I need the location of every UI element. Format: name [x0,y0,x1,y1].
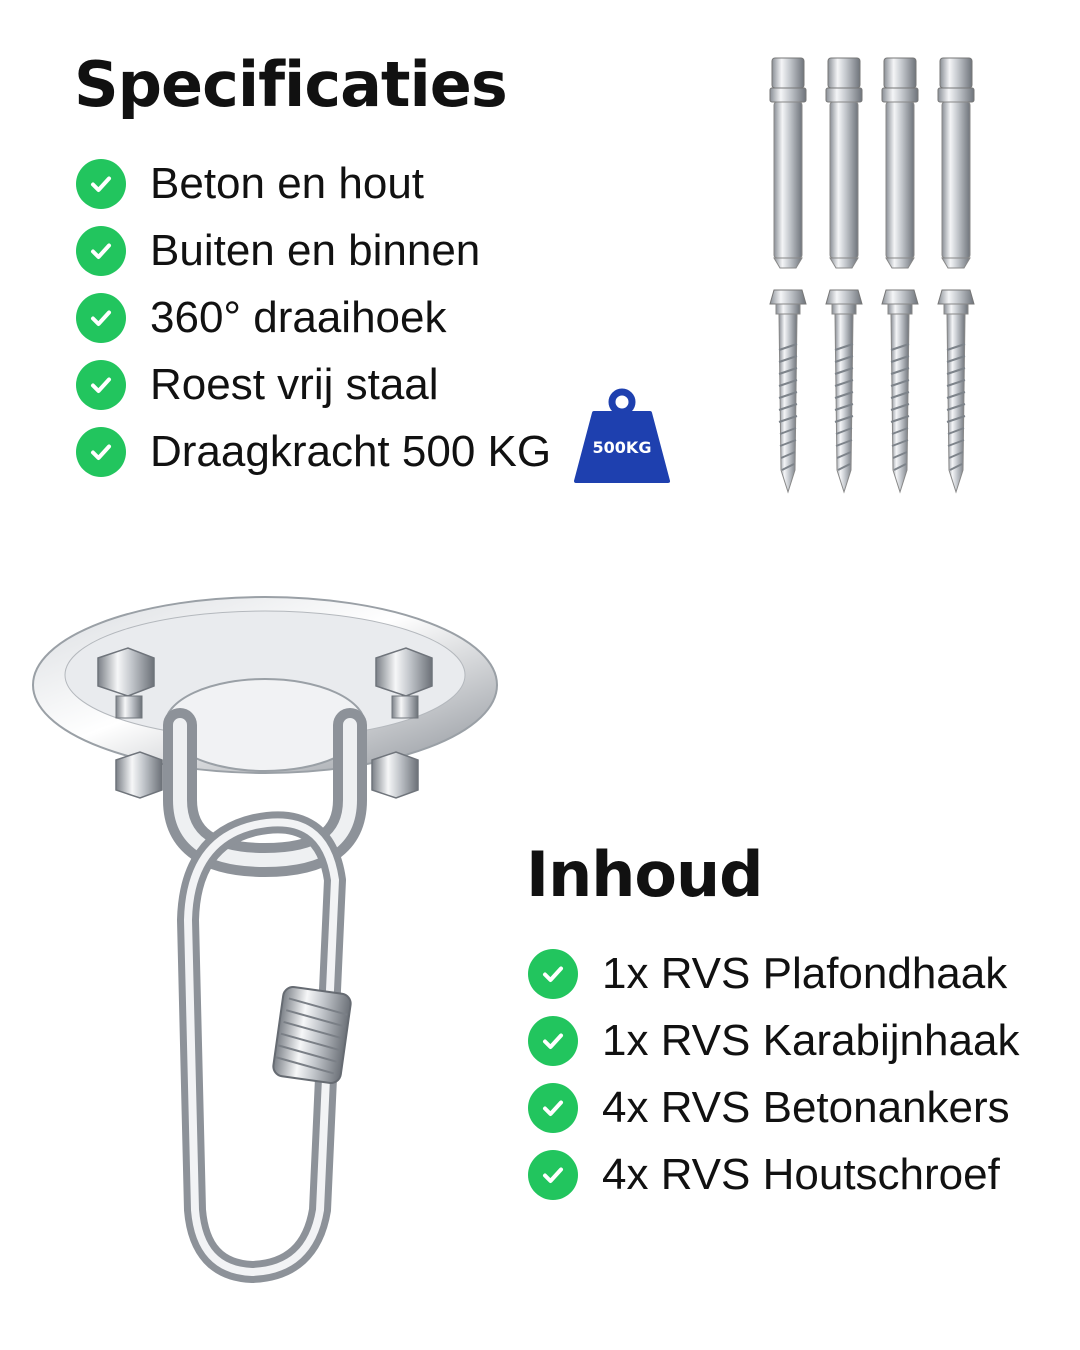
weight-icon [572,385,672,485]
wood-screw [770,290,806,492]
item-label: 4x RVS Houtschroef [602,1149,1000,1199]
check-circle-icon [76,293,126,343]
check-circle-icon [528,1083,578,1133]
check-circle-icon [76,427,126,477]
check-circle-icon [528,1016,578,1066]
item-label: 1x RVS Plafondhaak [602,948,1008,998]
list-item [528,1074,1019,1141]
inhoud-title: Inhoud [526,838,763,911]
wood-screw [882,290,918,492]
weight-badge-label: 500KG [592,438,652,457]
check-circle-icon [528,1150,578,1200]
list-item [76,217,551,284]
list-item [76,351,551,418]
inhoud-list [528,940,1019,1208]
item-label: Roest vrij staal [150,359,439,409]
check-circle-icon [76,360,126,410]
specificaties-title: Specificaties [74,48,507,121]
ceiling-hook-image [20,590,510,1290]
check-circle-icon [76,226,126,276]
list-item [528,1007,1019,1074]
check-circle-icon [528,949,578,999]
wood-screw [826,290,862,492]
item-label: Draagkracht 500 KG [150,426,552,476]
list-item [76,284,551,351]
hex-nut [372,752,418,798]
list-item [528,1141,1019,1208]
screw-lock-sleeve [272,986,352,1085]
check-circle-icon [76,159,126,209]
item-label: 1x RVS Karabijnhaak [602,1015,1020,1065]
item-label: 4x RVS Betonankers [602,1082,1010,1132]
concrete-anchor [882,58,918,268]
list-item [76,418,551,485]
concrete-anchor [826,58,862,268]
hex-nut [116,752,162,798]
item-label: 360° draaihoek [150,292,447,342]
wood-screw [938,290,974,492]
concrete-anchor [770,58,806,268]
specificaties-list [76,150,551,485]
item-label: Buiten en binnen [150,225,481,275]
anchor-bolts-image [760,50,1000,500]
list-item [528,940,1019,1007]
item-label: Beton en hout [150,158,425,208]
list-item [76,150,551,217]
concrete-anchor [938,58,974,268]
